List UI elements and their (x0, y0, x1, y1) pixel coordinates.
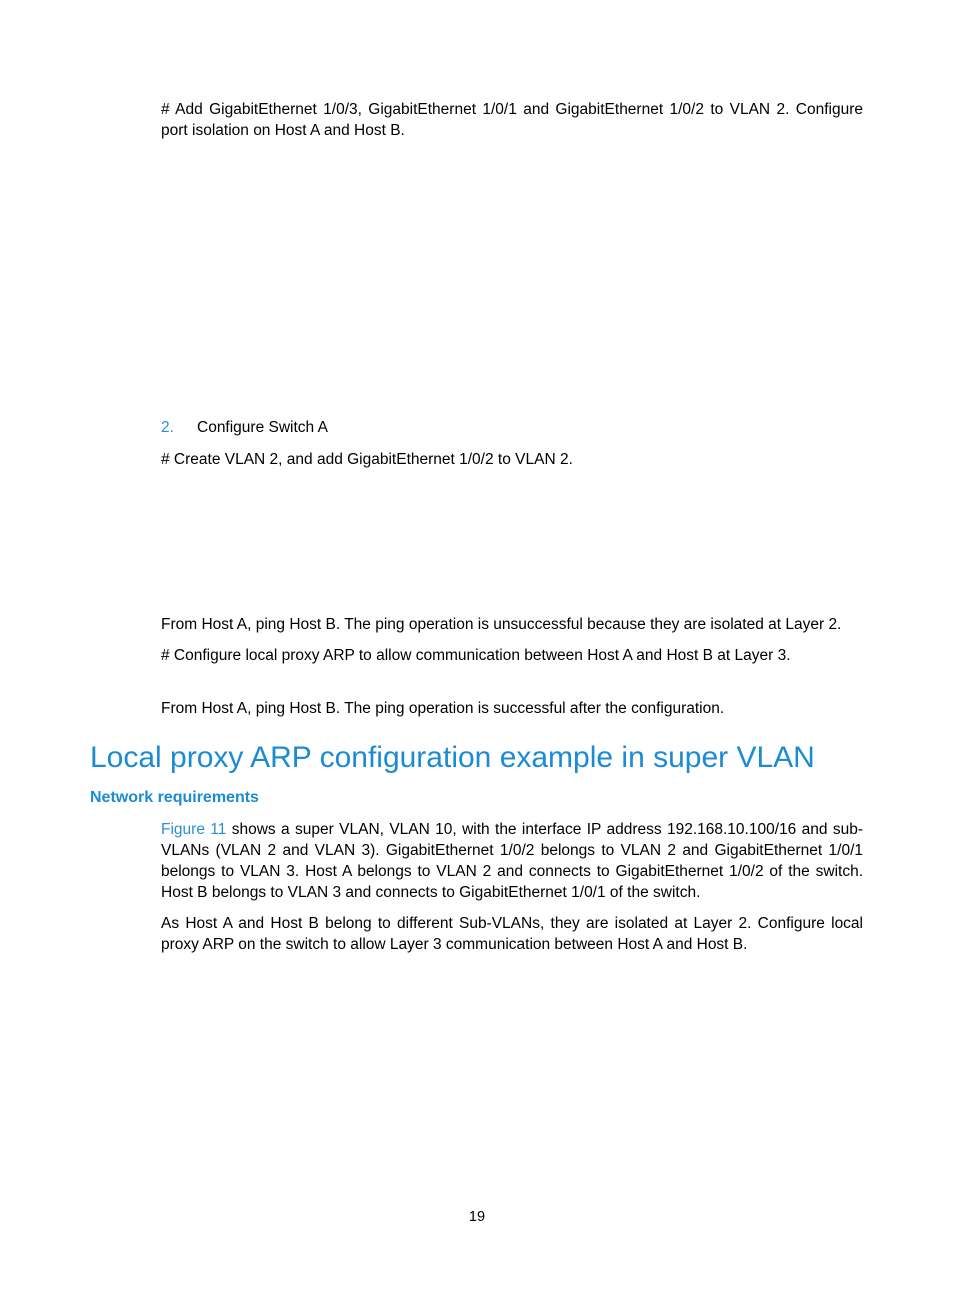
paragraph-create-vlan: # Create VLAN 2, and add GigabitEthernet 1/0/2 to VLAN 2. (161, 451, 573, 468)
page-number: 19 (468, 1209, 486, 1225)
step-number: 2. (161, 419, 174, 436)
subsection-title: Network requirements (90, 789, 259, 806)
step-configure-switch-a (161, 417, 328, 438)
paragraph-network-requirements (161, 819, 863, 903)
paragraph-configure-proxy-arp: # Configure local proxy ARP to allow communication between Host A and Host B at Layer 3. (161, 647, 791, 664)
step-label: Configure Switch A (197, 419, 328, 436)
section-title: Local proxy ARP configuration example in super VLAN (90, 741, 815, 774)
figure-11-link[interactable]: Figure 11 (161, 821, 227, 838)
paragraph-sub-vlans: As Host A and Host B belong to different Sub-VLANs, they are isolated at Layer 2. Configure local proxy ARP on the switch to allow Layer 3 communication between Host A and Host B. (161, 915, 863, 953)
paragraph-ping-unsuccessful: From Host A, ping Host B. The ping operation is unsuccessful because they are isolated at Layer 2. (161, 616, 842, 633)
paragraph-add-ports: # Add GigabitEthernet 1/0/3, GigabitEthernet 1/0/1 and GigabitEthernet 1/0/2 to VLAN 2. Configure port isolation on Host A and Host B. (161, 101, 863, 139)
network-requirements-text: shows a super VLAN, VLAN 10, with the interface IP address 192.168.10.100/16 and sub-VLANs (VLAN 2 and VLAN 3). GigabitEthernet 1/0/2 belongs to VLAN 2 and GigabitEthernet 1/0/1 belongs to VLAN 3. Host A belongs to VLAN 2 and connects to GigabitEthernet 1/0/2 of the switch. Host B belongs to VLAN 3 and connects to GigabitEthernet 1/0/1 of the switch. (161, 821, 863, 901)
paragraph-ping-successful: From Host A, ping Host B. The ping operation is successful after the configuration. (161, 700, 725, 717)
